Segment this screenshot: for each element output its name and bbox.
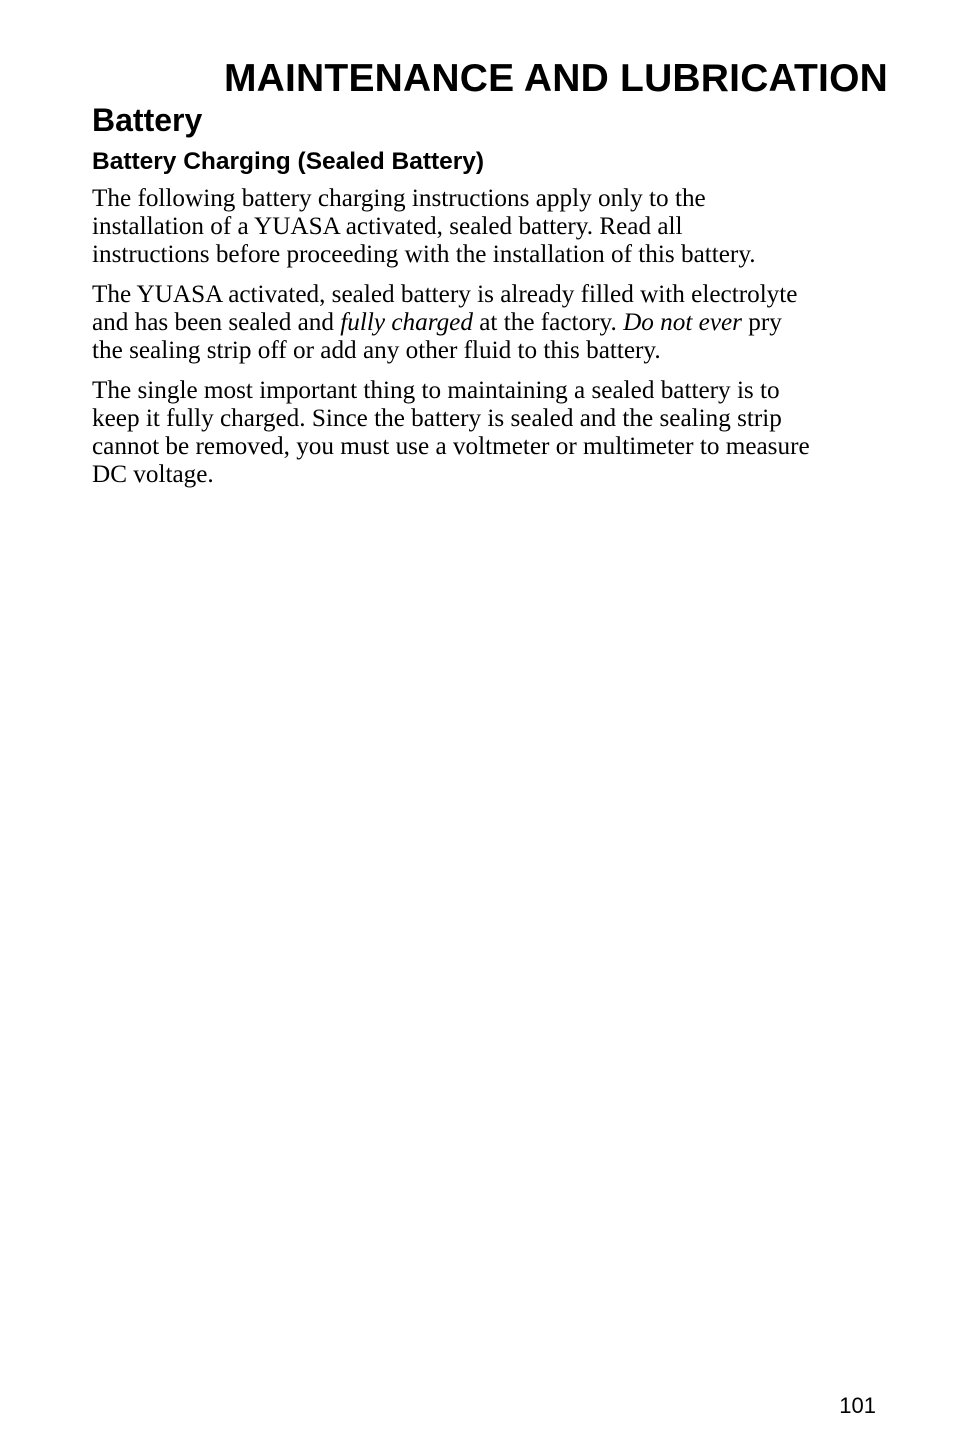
text-line: the sealing strip off or add any other fluid to this battery.: [92, 336, 661, 364]
text-line: cannot be removed, you must use a voltmeter or multimeter to measure: [92, 432, 810, 460]
text-line: keep it fully charged. Since the battery is sealed and the sealing strip: [92, 404, 782, 432]
text-line: The single most important thing to maintaining a sealed battery is to: [92, 377, 780, 404]
text-line: installation of a YUASA activated, sealed battery. Read all: [92, 212, 683, 240]
paragraph-intro: [92, 185, 902, 269]
text-line: The following battery charging instructions apply only to the: [92, 185, 706, 212]
emphasis-fully-charged: fully charged: [340, 308, 473, 336]
section-title: Battery: [92, 102, 203, 138]
page-number: 101: [839, 1393, 876, 1418]
text-line: [92, 309, 902, 337]
subsection-title: Battery Charging (Sealed Battery): [92, 148, 485, 175]
text-segment: at the factory.: [472, 308, 624, 336]
emphasis-do-not-ever: Do not ever: [623, 308, 742, 336]
chapter-title: MAINTENANCE AND LUBRICATION: [223, 57, 888, 100]
text-line: DC voltage.: [92, 460, 214, 488]
text-segment: and has been sealed and: [92, 308, 341, 336]
text-line: The YUASA activated, sealed battery is already filled with electrolyte: [92, 281, 798, 308]
paragraph-maintaining-charge: [92, 377, 902, 489]
text-segment: pry: [741, 308, 782, 336]
text-line: instructions before proceeding with the installation of this battery.: [92, 240, 756, 268]
paragraph-sealed-battery: [92, 281, 902, 365]
